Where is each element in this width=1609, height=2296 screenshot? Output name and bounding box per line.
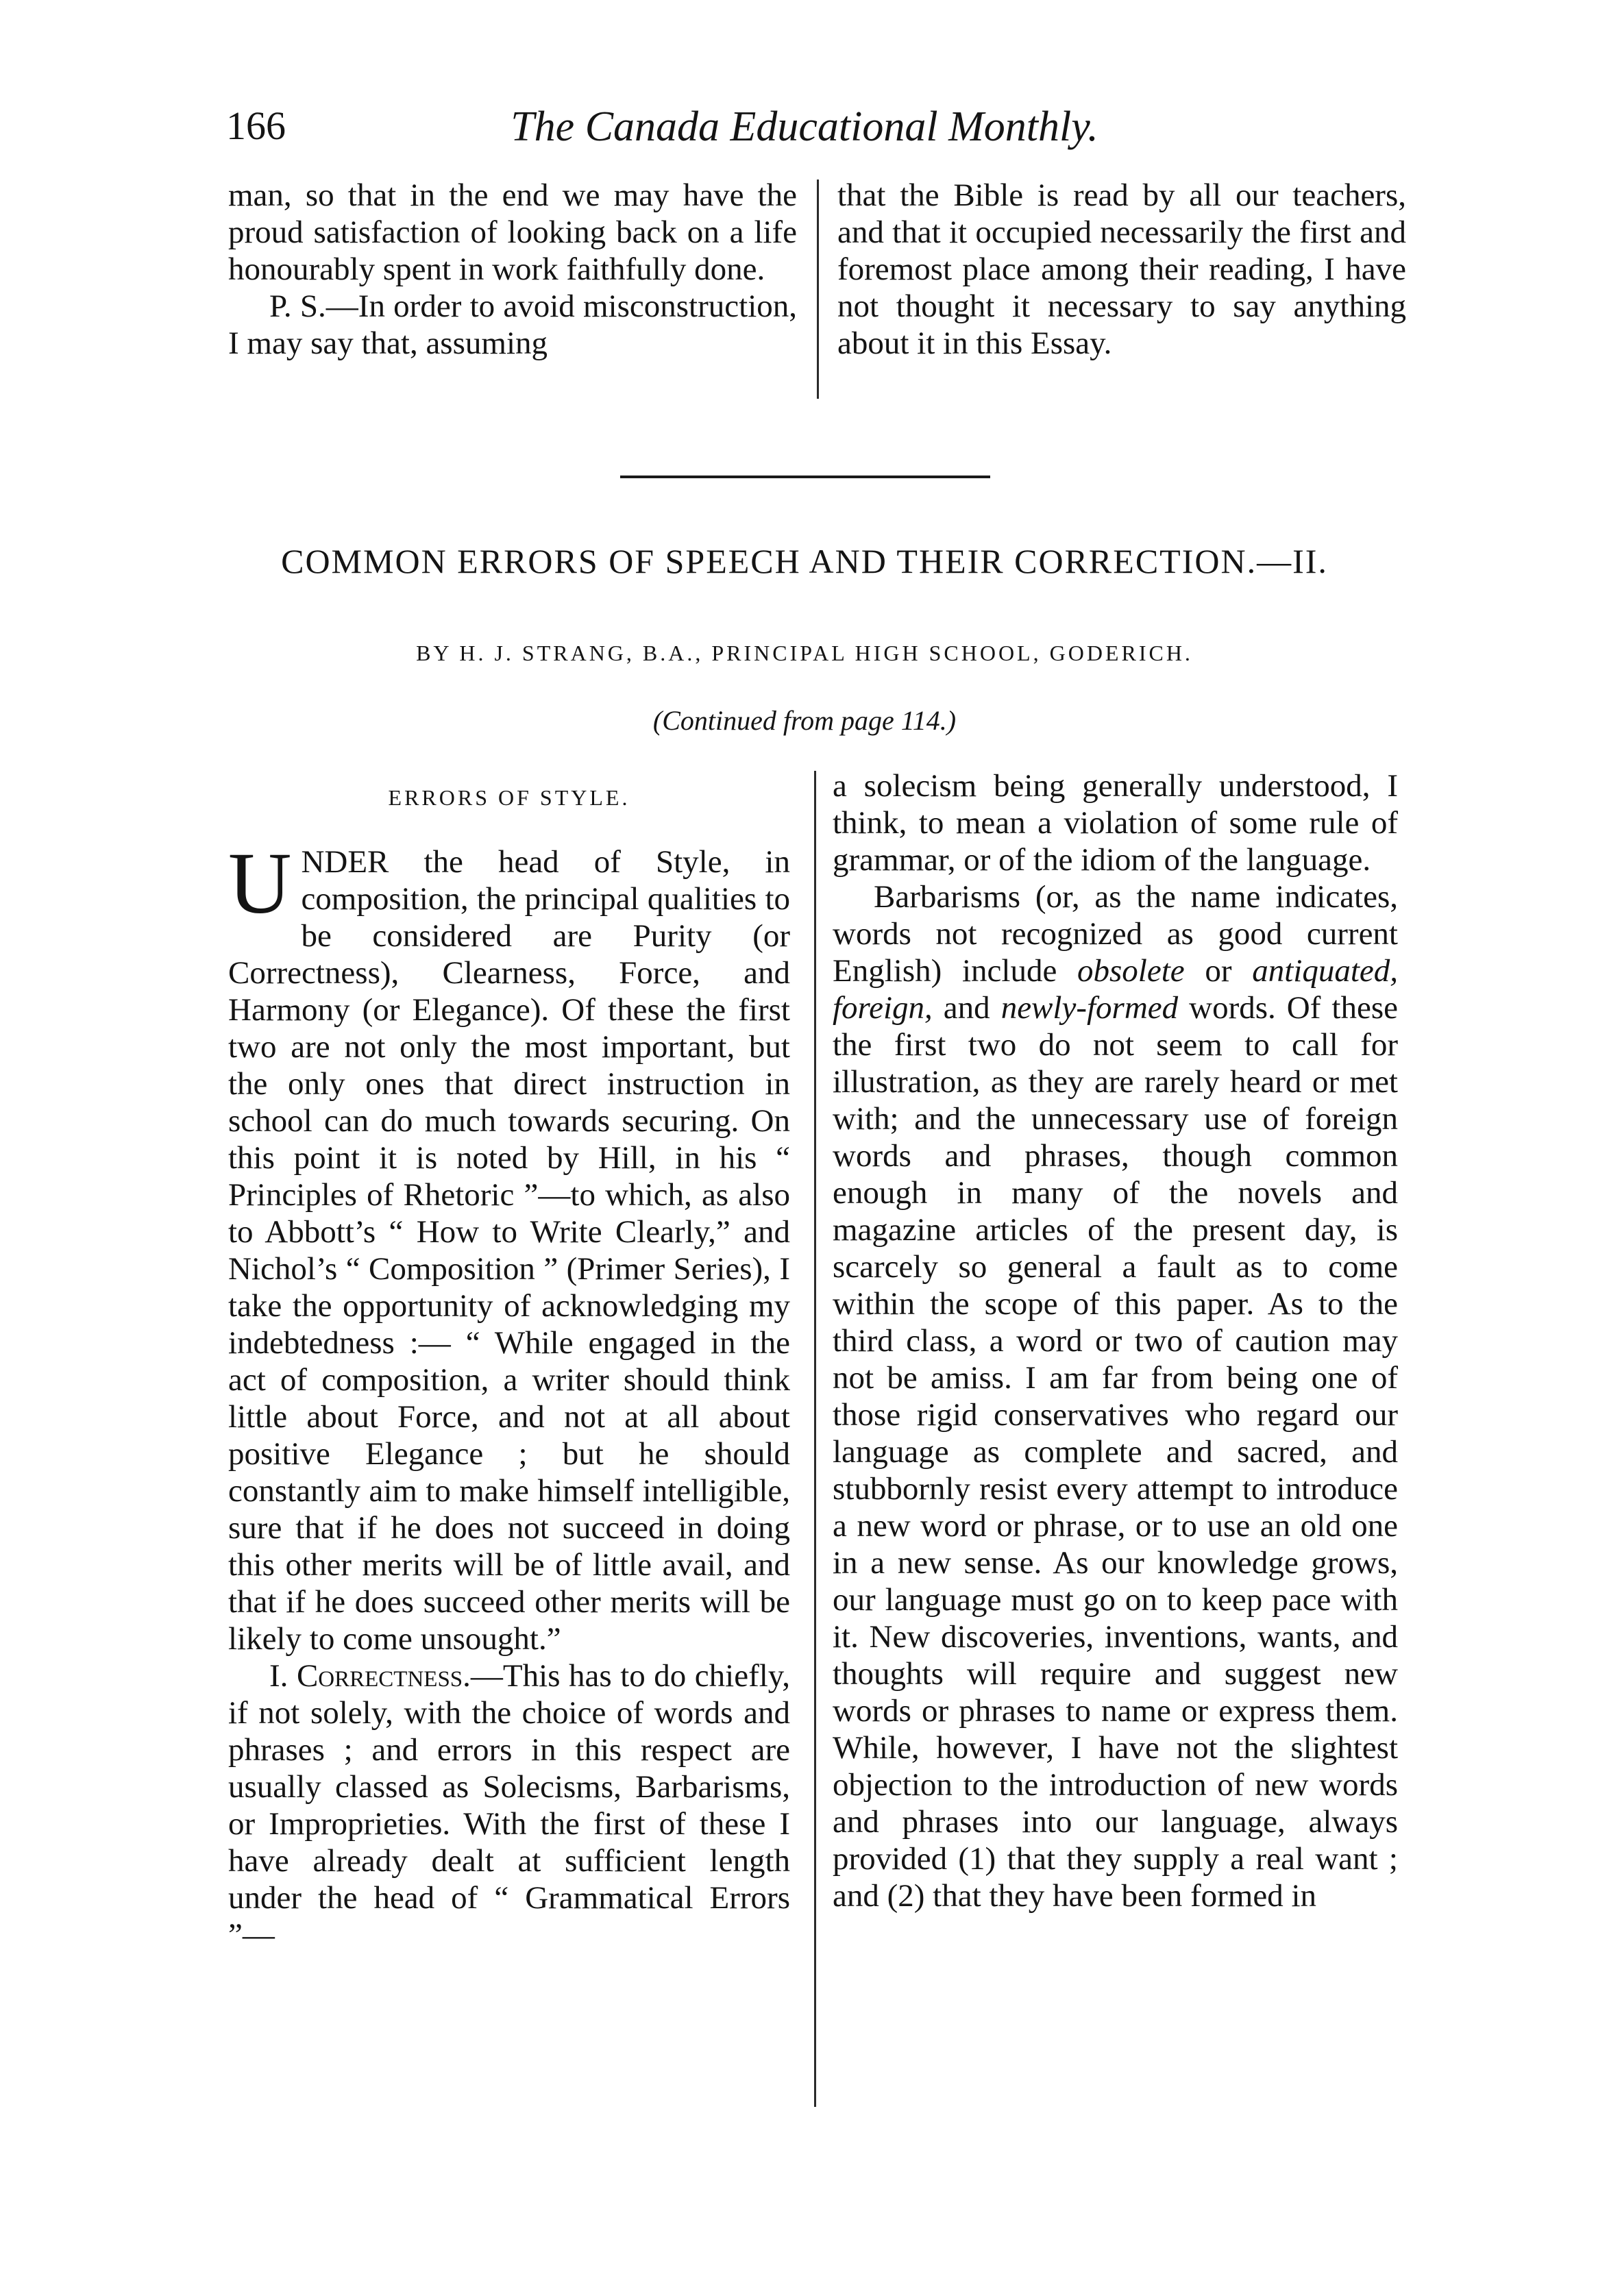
page-number: 166 <box>226 103 286 148</box>
section-heading: ERRORS OF STYLE. <box>388 785 630 810</box>
running-head <box>0 103 1609 164</box>
correctness-label: Correctness. <box>296 1658 471 1694</box>
term-obsolete: obsolete <box>1077 953 1185 989</box>
postscript-paragraph: P. S.—In order to avoid misconstruction, I may say that, assuming <box>228 288 797 361</box>
drop-cap: U <box>228 835 292 932</box>
opening-paragraph-text: NDER the head of Style, in composition, the principal qualities to be considered are Purity (or Correctness), Clearness, Force, and Harmony (or Elegance). Of these the first two are not only the most important, but the only ones that direct instruction in school can do much towards securing. On this point it is noted by Hill, in his “ Principles of Rhetoric ”—to which, as also to Abbott’s “ How to Write Clearly,” and Nichol’s “ Composition ” (Primer Series), I take the opportunity of acknowledging my indebtedness :— “ While engaged in the act of composition, a writer should think little about Force, and not at all about positive Elegance ; but he should constantly aim to make himself intelligible, sure that if he does not succeed in doing this other merits will be of little avail, and that if he does succeed other merits will be likely to come unsought.” <box>228 844 790 1657</box>
journal-title: The Canada Educational Monthly. <box>511 103 1098 150</box>
article-byline: BY H. J. STRANG, B.A., PRINCIPAL HIGH SCHOOL, GODERICH. <box>416 641 1193 665</box>
previous-article-paragraph: man, so that in the end we may have the proud satisfaction of looking back on a life honourably spent in work faithfully done. <box>228 177 797 287</box>
barbarisms-text: Barbarisms (or, as the name indicates, words not recognized as good current English) include <box>833 879 1398 989</box>
opening-paragraph <box>228 835 790 1657</box>
term-antiquated-foreign: antiquated, foreign, <box>833 953 1399 1026</box>
article-left-column <box>228 779 790 1953</box>
barbarisms-text: or <box>1184 953 1253 989</box>
continued-note: (Continued from page 114.) <box>652 705 957 736</box>
previous-article-left-column <box>228 177 797 362</box>
correctness-text: —This has to do chiefly, if not solely, with the choice of words and phrases ; and errors in this respect are usually classed as Solecisms, Barbarisms, or Improprieties. With the first of these I have already dealt at sufficient length under the head of “ Grammatical Errors ”— <box>228 1658 790 1953</box>
correctness-numeral: I. <box>269 1658 297 1694</box>
term-newly-formed: newly-formed <box>1000 990 1179 1026</box>
barbarisms-paragraph <box>833 878 1398 1914</box>
solecism-paragraph: a solecism being generally understood, I think, to mean a violation of some rule of grammar, or of the idiom of the language. <box>833 768 1398 878</box>
barbarisms-text: and <box>932 990 1001 1026</box>
barbarisms-text: words. Of these the first two do not seem to call for illustration, as they are rarely heard or met with; and the unnecessary use of foreign words and phrases, though common enough in many of the novels and magazine articles of the present day, is scarcely so general a fault as to come within the scope of this paper. As to the third class, a word or two of caution may not be amiss. I am far from being one of those rigid conservatives who regard our language as complete and sacred, and stubbornly resist every attempt to introduce a new word or phrase, or to use an old one in a new sense. As our knowledge grows, our language must go on to keep pace with it. New discoveries, inventions, wants, and thoughts will require and suggest new words or phrases to name or express them. While, however, I have not the slightest objection to the introduction of new words and phrases into our language, always provided (1) that they supply a real want ; and (2) that they have been formed in <box>833 990 1398 1914</box>
article-divider <box>620 476 990 478</box>
article-title: COMMON ERRORS OF SPEECH AND THEIR CORRECTION.—II. <box>281 542 1328 580</box>
correctness-paragraph <box>228 1657 790 1953</box>
previous-article-paragraph: that the Bible is read by all our teachers, and that it occupied necessarily the first and foremost place among their reading, I have not thought it necessary to say anything about it in this Essay. <box>837 177 1406 361</box>
article-right-column <box>833 767 1398 1914</box>
column-rule-bottom <box>814 771 816 2107</box>
column-rule-top <box>817 180 819 399</box>
previous-article-right-column <box>837 177 1406 362</box>
